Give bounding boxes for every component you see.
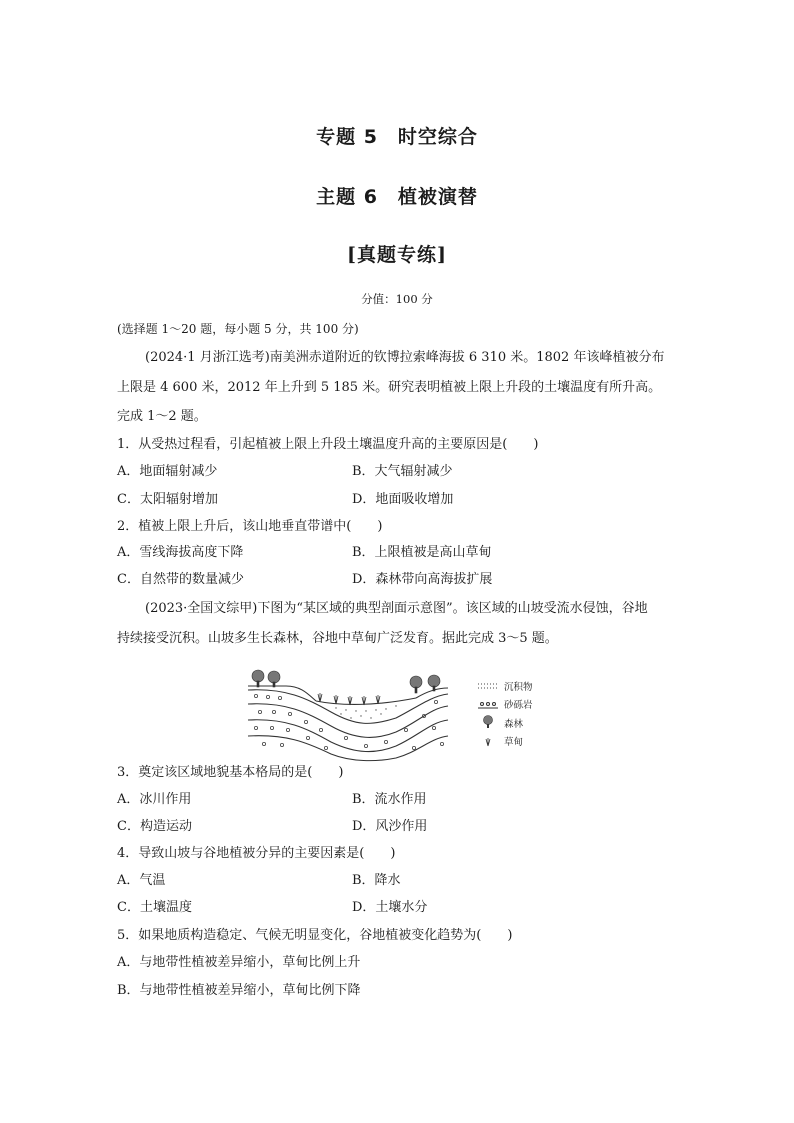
q1-option-a[interactable]: A．地面辐射减少 <box>117 464 218 479</box>
q1-option-d[interactable]: D．地面吸收增加 <box>352 492 454 507</box>
legend-label-meadow: 草甸 <box>504 737 524 748</box>
topic-title: 主题 6 植被演替 <box>316 186 478 208</box>
passage2-line2: 持续接受沉积。山坡多生长森林，谷地中草甸广泛发育。据此完成 3～5 题。 <box>117 631 558 646</box>
passage1-line1: (2024·1 月浙江选考)南美洲赤道附近的钦博拉索峰海拔 6 310 米。1802 年该峰植被分布 <box>145 350 665 365</box>
q3-stem: 3．奠定该区域地貌基本格局的是( ) <box>117 765 344 780</box>
layer-line-1 <box>248 690 448 724</box>
q1-option-c[interactable]: C．太阳辐射增加 <box>117 492 218 507</box>
q4-option-a[interactable]: A．气温 <box>117 873 166 888</box>
layer-line-2 <box>248 704 448 738</box>
q2-option-c[interactable]: C．自然带的数量减少 <box>117 572 244 587</box>
instructions: (选择题 1～20 题，每小题 5 分，共 100 分) <box>117 322 359 336</box>
legend-label-gravel: 砂砾岩 <box>504 700 533 711</box>
q4-stem: 4．导致山坡与谷地植被分异的主要因素是( ) <box>117 846 396 861</box>
legend-sediment <box>478 681 533 693</box>
layer-line-3 <box>248 720 448 752</box>
q5-option-a[interactable]: A．与地带性植被差异缩小，草甸比例上升 <box>117 955 361 970</box>
q3-option-a[interactable]: A．冰川作用 <box>117 792 192 807</box>
q2-option-a[interactable]: A．雪线海拔高度下降 <box>117 545 244 560</box>
passage1-line2: 上限是 4 600 米，2012 年上升到 5 185 米。研究表明植被上限上升段的土壤温度有所升高。 <box>117 380 662 395</box>
q1-option-b[interactable]: B．大气辐射减少 <box>352 464 453 479</box>
legend <box>478 681 533 748</box>
special-topic-title: 专题 5 时空综合 <box>316 126 478 148</box>
forest-left <box>252 670 280 687</box>
q3-option-d[interactable]: D．风沙作用 <box>352 819 428 834</box>
q4-option-c[interactable]: C．土壤温度 <box>117 900 192 915</box>
sediment-fill <box>335 705 396 718</box>
q2-option-b[interactable]: B．上限植被是高山草甸 <box>352 545 492 560</box>
q4-option-d[interactable]: D．土壤水分 <box>352 900 428 915</box>
q4-option-b[interactable]: B．降水 <box>352 873 401 888</box>
legend-gravel <box>478 699 533 711</box>
q2-option-d[interactable]: D．森林带向高海拔扩展 <box>352 572 493 587</box>
q1-stem: 1．从受热过程看，引起植被上限上升段土壤温度升高的主要原因是( ) <box>117 437 539 452</box>
q3-option-b[interactable]: B．流水作用 <box>352 792 427 807</box>
section-title: [真题专练] <box>347 244 447 266</box>
profile-diagram <box>246 668 566 764</box>
legend-forest <box>484 716 524 731</box>
q5-stem: 5．如果地质构造稳定、气候无明显变化，谷地植被变化趋势为( ) <box>117 928 513 943</box>
score-label: 分值：100 分 <box>361 292 433 306</box>
q2-stem: 2．植被上限上升后，该山地垂直带谱中( ) <box>117 519 383 534</box>
q5-option-b[interactable]: B．与地带性植被差异缩小，草甸比例下降 <box>117 983 361 998</box>
legend-label-forest: 森林 <box>504 719 524 730</box>
right-slope <box>416 688 448 698</box>
valley-surface <box>316 698 416 704</box>
passage2-line1: (2023·全国文综甲)下图为“某区域的典型剖面示意图”。该区域的山坡受流水侵蚀，谷地 <box>145 601 648 616</box>
forest-right <box>410 675 440 693</box>
legend-meadow <box>486 736 523 748</box>
passage1-line3: 完成 1～2 题。 <box>117 409 207 424</box>
legend-label-sediment: 沉积物 <box>504 682 533 693</box>
q3-option-c[interactable]: C．构造运动 <box>117 819 192 834</box>
